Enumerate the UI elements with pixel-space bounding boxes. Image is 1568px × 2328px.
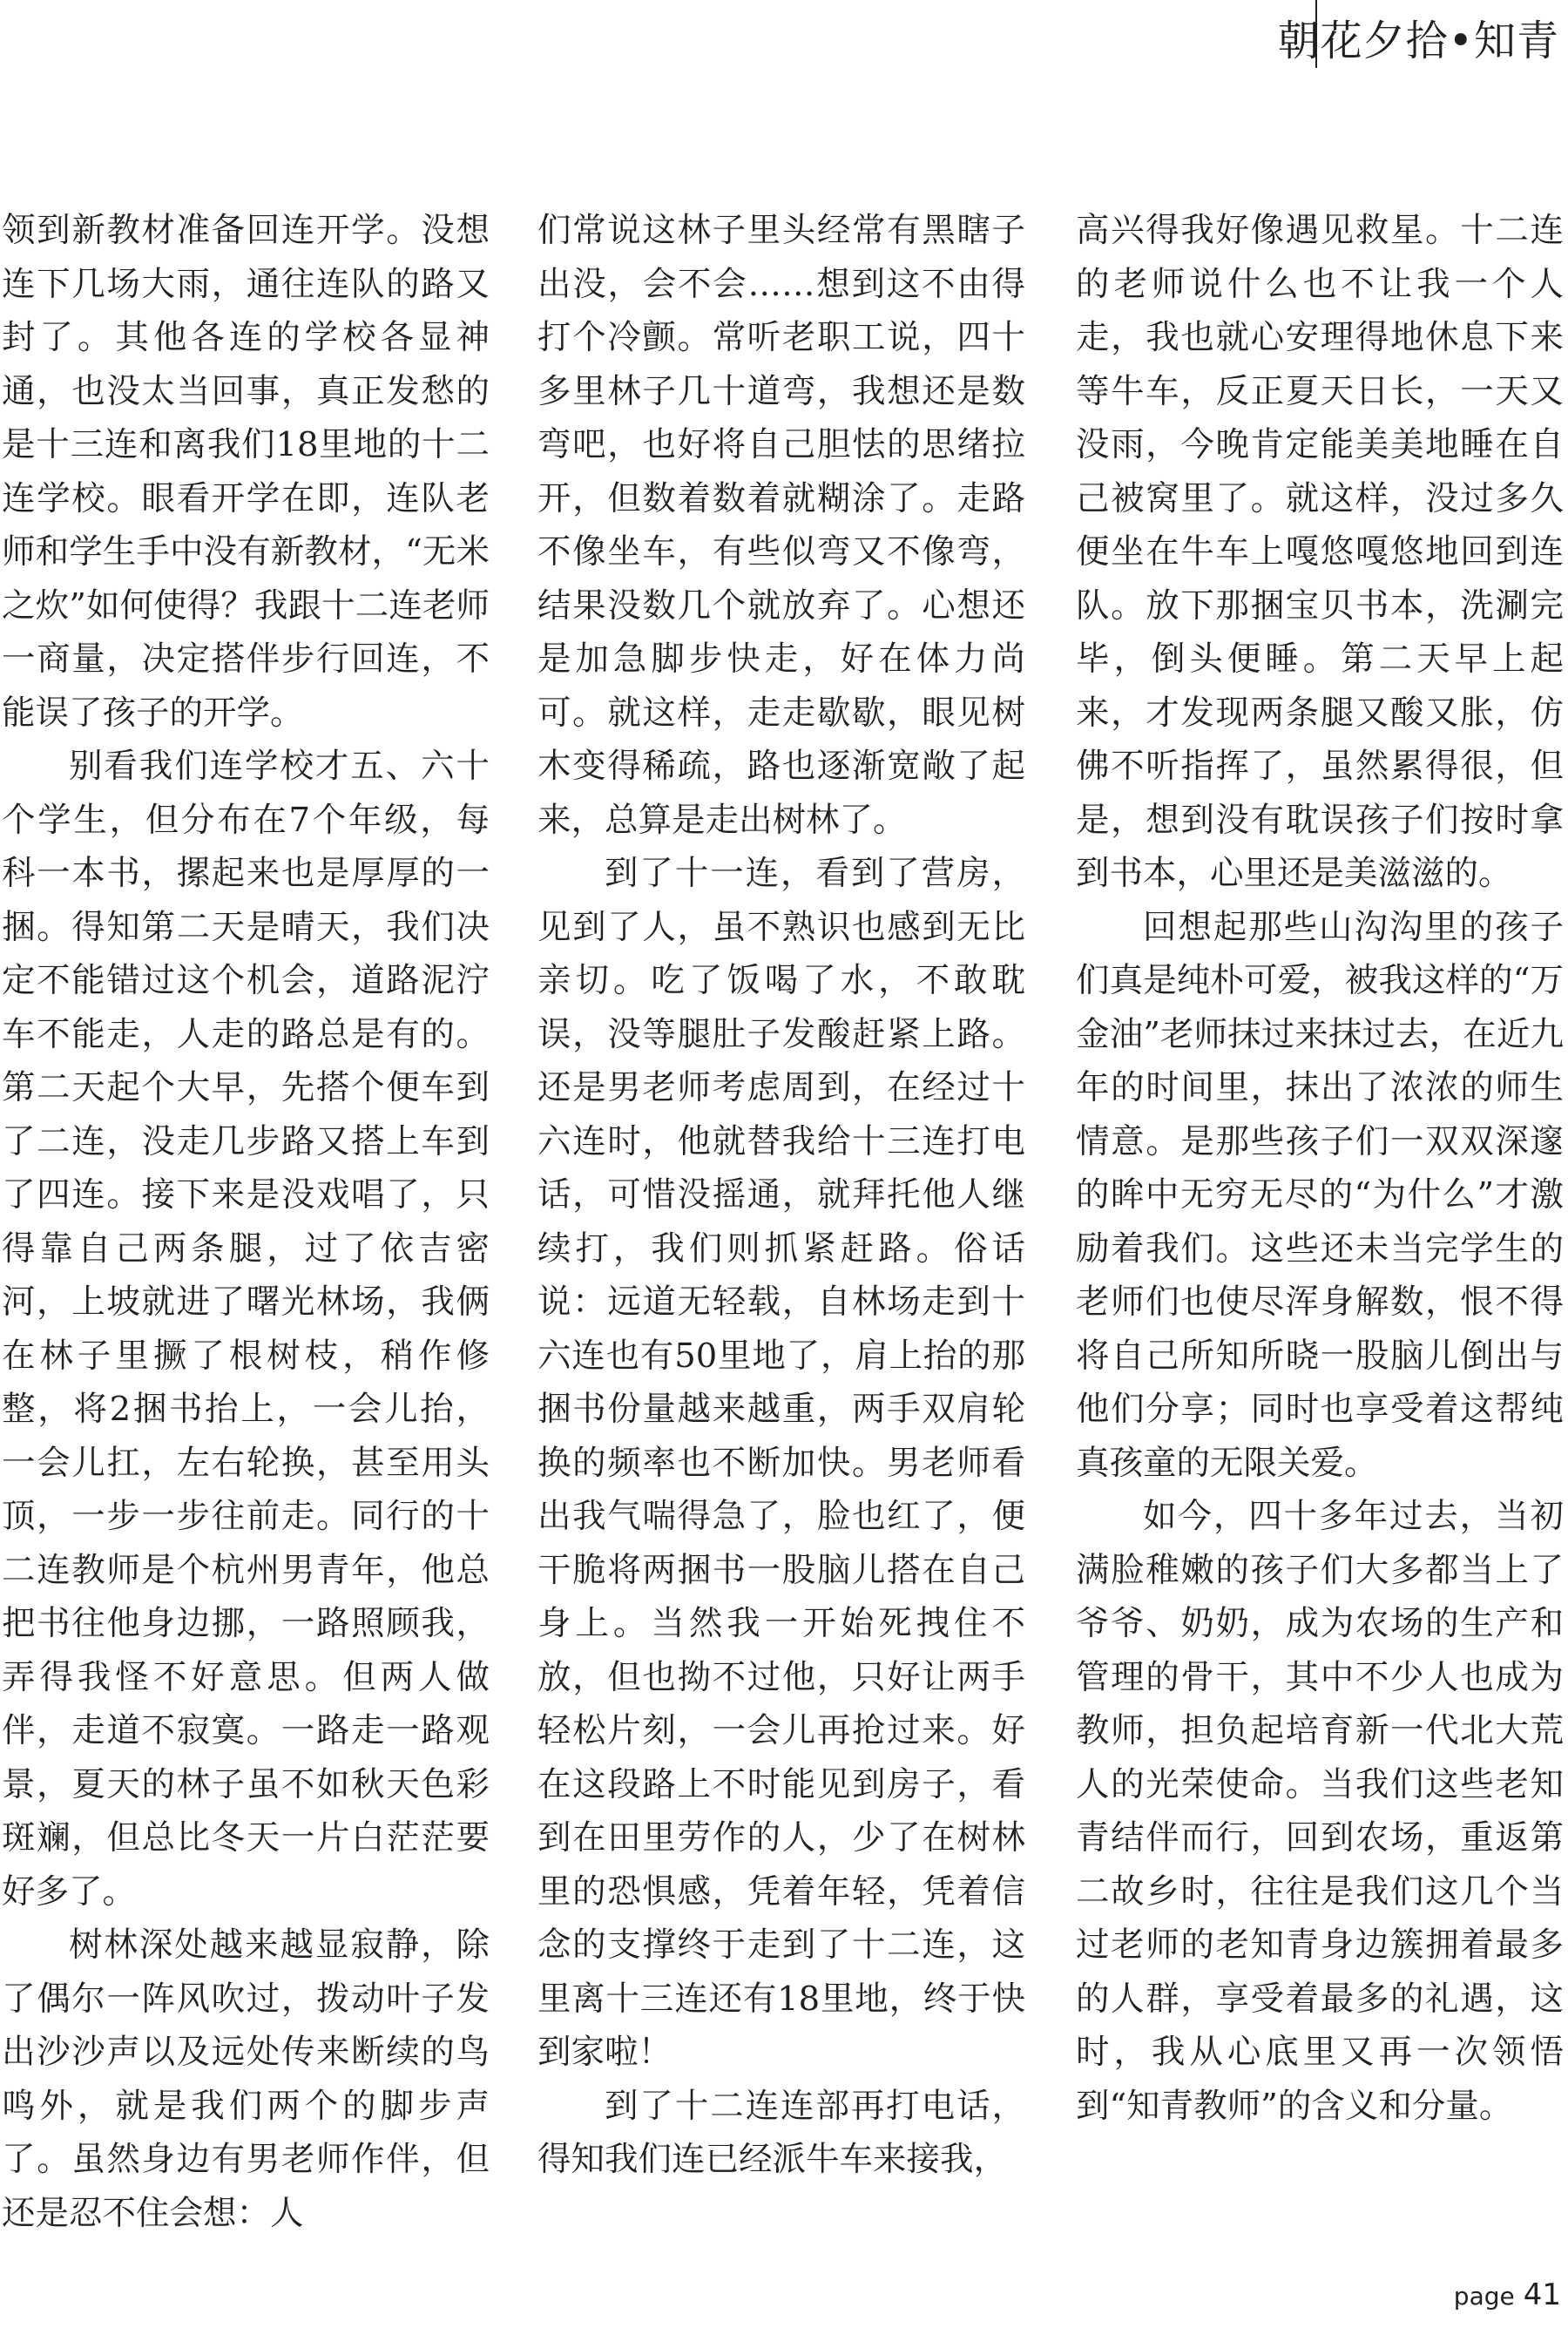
- paragraph: 们常说这林子里头经常有黑瞎子出没，会不会……想到这不由得打个冷颤。常听老职工说，四十多里林子几十道弯，我想还是数弯吧，也好将自己胆怯的思绪拉开，但数着数着就糊涂了。走路不像坐车，有些似弯又不像弯，结果没数几个就放弃了。心想还是加急脚步快走，好在体力尚可。就这样，走走歇歇，眼见树木变得稀疏，路也逐渐宽敞了起来，总算是走出树林了。: [537, 211, 1025, 840]
- article-column-3: [1076, 204, 1564, 2133]
- paragraph: 别看我们连学校才五、六十个学生，但分布在7个年级，每科一本书，摞起来也是厚厚的一捆。得知第二天是晴天，我们决定不能错过这个机会，道路泥泞车不能走，人走的路总是有的。第二天起个大早，先搭个便车到了二连，没走几步路又搭上车到了四连。接下来是没戏唱了，只得靠自己两条腿，过了依吉密河，上坡就进了曙光林场，我俩在林子里撅了根树枝，稍作修整，将2捆书抬上，一会儿抬，一会儿扛，左右轮换，甚至用头顶，一步一步往前走。同行的十二连教师是个杭州男青年，他总把书往他身边挪，一路照顾我，弄得我怪不好意思。但两人做伴，走道不寂寞。一路走一路观景，夏天的林子虽不如秋天色彩斑斓，但总比冬天一片白茫茫要好多了。: [2, 747, 490, 1912]
- paragraph: 到了十二连连部再打电话，得知我们连已经派牛车来接我，: [537, 2086, 1025, 2179]
- section-header: 朝花夕拾•知青: [1277, 17, 1559, 65]
- page-number: 41: [1523, 2277, 1561, 2312]
- article-column-2: [537, 204, 1025, 2187]
- paragraph: 如今，四十多年过去，当初满脸稚嫩的孩子们大多都当上了爷爷、奶奶，成为农场的生产和管理的骨干，其中不少人也成为教师，担负起培育新一代北大荒人的光荣使命。当我们这些老知青结伴而行，回到农场，重返第二故乡时，往往是我们这几个当过老师的老知青身边簇拥着最多的人群，享受着最多的礼遇，这时，我从心底里又再一次领悟到“知青教师”的含义和分量。: [1076, 1497, 1564, 2126]
- page-footer: [1454, 2277, 1561, 2312]
- page-label: page: [1453, 2282, 1515, 2311]
- paragraph: 领到新教材准备回连开学。没想连下几场大雨，通往连队的路又封了。其他各连的学校各显神通，也没太当回事，真正发愁的是十三连和离我们18里地的十二连学校。眼看开学在即，连队老师和学生手中没有新教材，“无米之炊”如何使得？我跟十二连老师一商量，决定搭伴步行回连，不能误了孩子的开学。: [2, 211, 490, 733]
- paragraph: 到了十一连，看到了营房，见到了人，虽不熟识也感到无比亲切。吃了饭喝了水，不敢耽误，没等腿肚子发酸赶紧上路。还是男老师考虑周到，在经过十六连时，他就替我给十三连打电话，可惜没摇通，就拜托他人继续打，我们则抓紧赶路。俗话说：远道无轻载，自林场走到十六连也有50里地了，肩上抬的那捆书份量越来越重，两手双肩轮换的频率也不断加快。男老师看出我气喘得急了，脸也红了，便干脆将两捆书一股脑儿搭在自己身上。当然我一开始死拽住不放，但也拗不过他，只好让两手轻松片刻，一会儿再抢过来。好在这段路上不时能见到房子，看到在田里劳作的人，少了在树林里的恐惧感，凭着年轻，凭着信念的支撑终于走到了十二连，这里离十三连还有18里地，终于快到家啦！: [537, 854, 1025, 2072]
- paragraph: 回想起那些山沟沟里的孩子们真是纯朴可爱，被我这样的“万金油”老师抹过来抹过去，在近九年的时间里，抹出了浓浓的师生情意。是那些孩子们一双双深邃的眸中无穷无尽的“为什么”才激励着我们。这些还未当完学生的老师们也使尽浑身解数，恨不得将自己所知所晓一股脑儿倒出与他们分享；同时也享受着这帮纯真孩童的无限关爱。: [1076, 907, 1564, 1483]
- paragraph: 树林深处越来越显寂静，除了偶尔一阵风吹过，拨动叶子发出沙沙声以及远处传来断续的鸟鸣外，就是我们两个的脚步声了。虽然身边有男老师作伴，但还是忍不住会想：人: [2, 1925, 490, 2233]
- article-column-1: [2, 204, 490, 2240]
- paragraph: 高兴得我好像遇见救星。十二连的老师说什么也不让我一个人走，我也就心安理得地休息下来等牛车，反正夏天日长，一天又没雨，今晚肯定能美美地睡在自己被窝里了。就这样，没过多久便坐在牛车上嘎悠嘎悠地回到连队。放下那捆宝贝书本，洗涮完毕，倒头便睡。第二天早上起来，才发现两条腿又酸又胀，仿佛不听指挥了，虽然累得很，但是，想到没有耽误孩子们按时拿到书本，心里还是美滋滋的。: [1076, 211, 1564, 893]
